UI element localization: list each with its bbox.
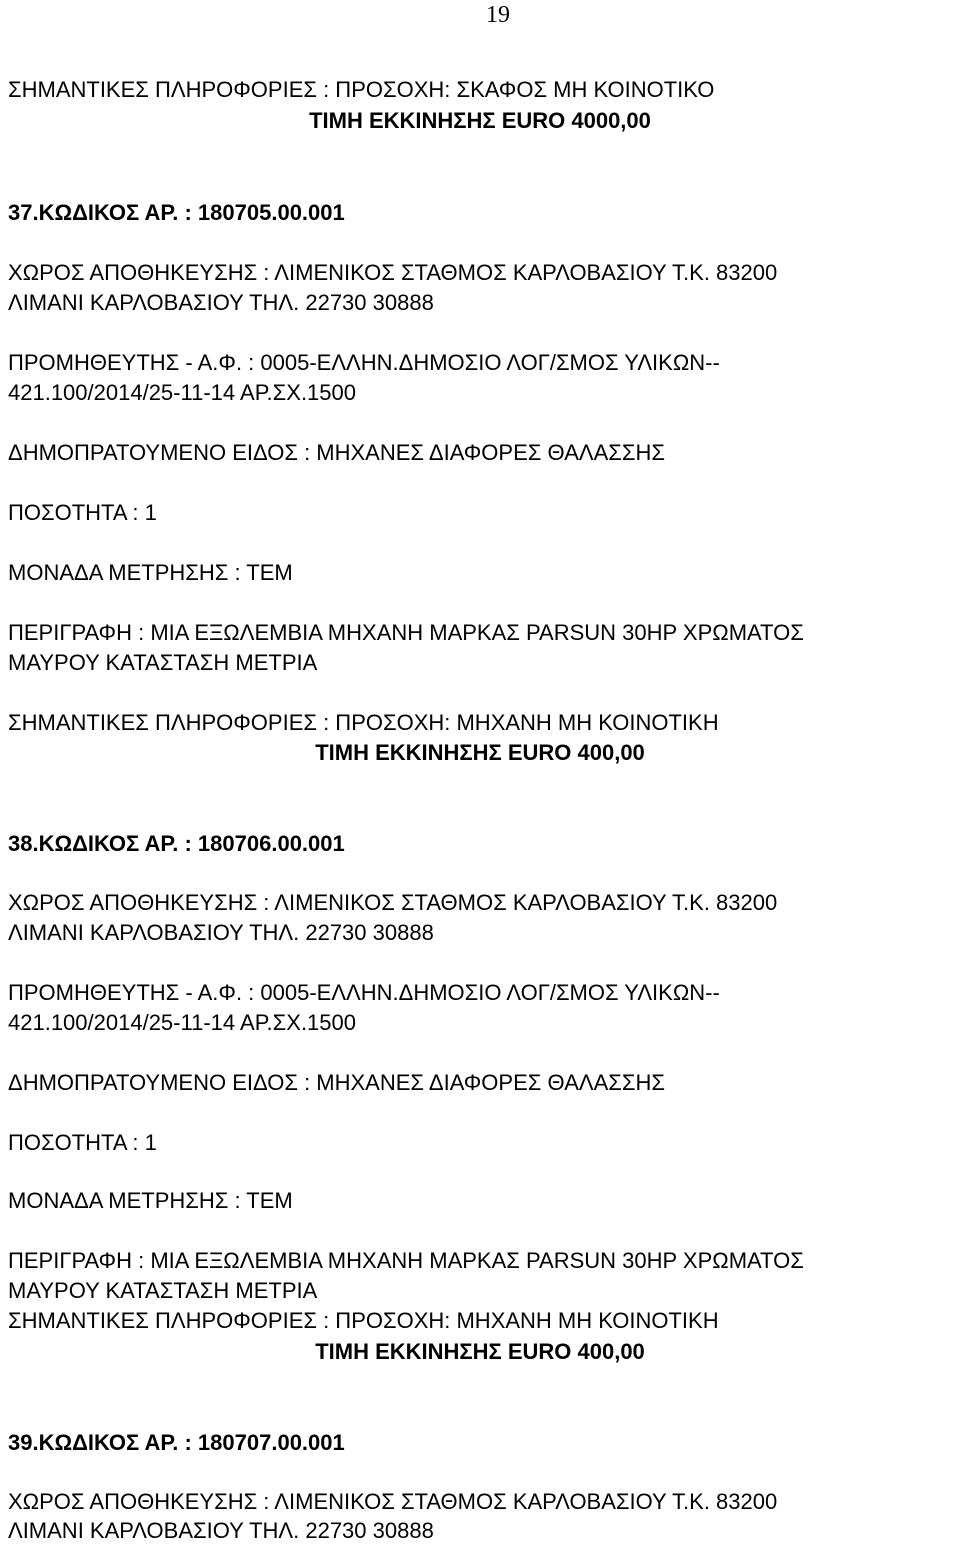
item-38-unit: ΜΟΝΑΔΑ ΜΕΤΡΗΣΗΣ : ΤΕΜ: [8, 1188, 293, 1213]
item-37-storage-line2: ΛΙΜΑΝΙ ΚΑΡΛΟΒΑΣΙΟΥ ΤΗΛ. 22730 30888: [8, 290, 434, 315]
item-39-storage-line2: ΛΙΜΑΝΙ ΚΑΡΛΟΒΑΣΙΟΥ ΤΗΛ. 22730 30888: [8, 1518, 434, 1543]
item-37-code: 37.ΚΩΔΙΚΟΣ ΑΡ. : 180705.00.001: [8, 200, 345, 225]
item-38-storage-line2: ΛΙΜΑΝΙ ΚΑΡΛΟΒΑΣΙΟΥ ΤΗΛ. 22730 30888: [8, 920, 434, 945]
item-37-description-line2: ΜΑΥΡΟΥ ΚΑΤΑΣΤΑΣΗ ΜΕΤΡΙΑ: [8, 650, 318, 675]
intro-notes: ΣΗΜΑΝΤΙΚΕΣ ΠΛΗΡΟΦΟΡΙΕΣ : ΠΡΟΣΟΧΗ: ΣΚΑΦΟΣ ΜΗ ΚΟΙΝΟΤΙΚΟ: [8, 77, 715, 102]
item-38-description-line2: ΜΑΥΡΟΥ ΚΑΤΑΣΤΑΣΗ ΜΕΤΡΙΑ: [8, 1278, 318, 1303]
item-37-price: ΤΙΜΗ ΕΚΚΙΝΗΣΗΣ EURO 400,00: [315, 740, 645, 765]
intro-price: ΤΙΜΗ ΕΚΚΙΝΗΣΗΣ EURO 4000,00: [309, 108, 651, 133]
item-38-price: ΤΙΜΗ ΕΚΚΙΝΗΣΗΣ EURO 400,00: [315, 1339, 645, 1364]
item-38-notes: ΣΗΜΑΝΤΙΚΕΣ ΠΛΗΡΟΦΟΡΙΕΣ : ΠΡΟΣΟΧΗ: ΜΗΧΑΝΗ ΜΗ ΚΟΙΝΟΤΙΚΗ: [8, 1308, 719, 1333]
item-37-supplier-line2: 421.100/2014/25-11-14 ΑΡ.ΣΧ.1500: [8, 380, 356, 405]
item-37-category: ΔΗΜΟΠΡΑΤΟΥΜΕΝΟ ΕΙΔΟΣ : ΜΗΧΑΝΕΣ ΔΙΑΦΟΡΕΣ ΘΑΛΑΣΣΗΣ: [8, 440, 665, 465]
item-38-quantity: ΠΟΣΟΤΗΤΑ : 1: [8, 1130, 157, 1155]
item-37-supplier-line1: ΠΡΟΜΗΘΕΥΤΗΣ - Α.Φ. : 0005-ΕΛΛΗΝ.ΔΗΜΟΣΙΟ ΛΟΓ/ΣΜΟΣ ΥΛΙΚΩΝ--: [8, 350, 720, 375]
page-number: 19: [486, 2, 510, 28]
item-38-supplier-line1: ΠΡΟΜΗΘΕΥΤΗΣ - Α.Φ. : 0005-ΕΛΛΗΝ.ΔΗΜΟΣΙΟ ΛΟΓ/ΣΜΟΣ ΥΛΙΚΩΝ--: [8, 980, 720, 1005]
item-38-category: ΔΗΜΟΠΡΑΤΟΥΜΕΝΟ ΕΙΔΟΣ : ΜΗΧΑΝΕΣ ΔΙΑΦΟΡΕΣ ΘΑΛΑΣΣΗΣ: [8, 1070, 665, 1095]
item-37-notes: ΣΗΜΑΝΤΙΚΕΣ ΠΛΗΡΟΦΟΡΙΕΣ : ΠΡΟΣΟΧΗ: ΜΗΧΑΝΗ ΜΗ ΚΟΙΝΟΤΙΚΗ: [8, 710, 719, 735]
item-37-quantity: ΠΟΣΟΤΗΤΑ : 1: [8, 500, 157, 525]
item-39-storage-line1: ΧΩΡΟΣ ΑΠΟΘΗΚΕΥΣΗΣ : ΛΙΜΕΝΙΚΟΣ ΣΤΑΘΜΟΣ ΚΑΡΛΟΒΑΣΙΟΥ Τ.Κ. 83200: [8, 1489, 778, 1514]
item-37-description-line1: ΠΕΡΙΓΡΑΦΗ : ΜΙΑ ΕΞΩΛΕΜΒΙΑ ΜΗΧΑΝΗ ΜΑΡΚΑΣ PARSUN 30HP ΧΡΩΜΑΤΟΣ: [8, 620, 804, 645]
item-38-storage-line1: ΧΩΡΟΣ ΑΠΟΘΗΚΕΥΣΗΣ : ΛΙΜΕΝΙΚΟΣ ΣΤΑΘΜΟΣ ΚΑΡΛΟΒΑΣΙΟΥ Τ.Κ. 83200: [8, 890, 778, 915]
item-38-code: 38.ΚΩΔΙΚΟΣ ΑΡ. : 180706.00.001: [8, 831, 345, 856]
item-37-storage-line1: ΧΩΡΟΣ ΑΠΟΘΗΚΕΥΣΗΣ : ΛΙΜΕΝΙΚΟΣ ΣΤΑΘΜΟΣ ΚΑΡΛΟΒΑΣΙΟΥ Τ.Κ. 83200: [8, 260, 778, 285]
item-38-description-line1: ΠΕΡΙΓΡΑΦΗ : ΜΙΑ ΕΞΩΛΕΜΒΙΑ ΜΗΧΑΝΗ ΜΑΡΚΑΣ PARSUN 30HP ΧΡΩΜΑΤΟΣ: [8, 1248, 804, 1273]
item-38-supplier-line2: 421.100/2014/25-11-14 ΑΡ.ΣΧ.1500: [8, 1010, 356, 1035]
item-39-code: 39.ΚΩΔΙΚΟΣ ΑΡ. : 180707.00.001: [8, 1430, 345, 1455]
item-37-unit: ΜΟΝΑΔΑ ΜΕΤΡΗΣΗΣ : ΤΕΜ: [8, 560, 293, 585]
